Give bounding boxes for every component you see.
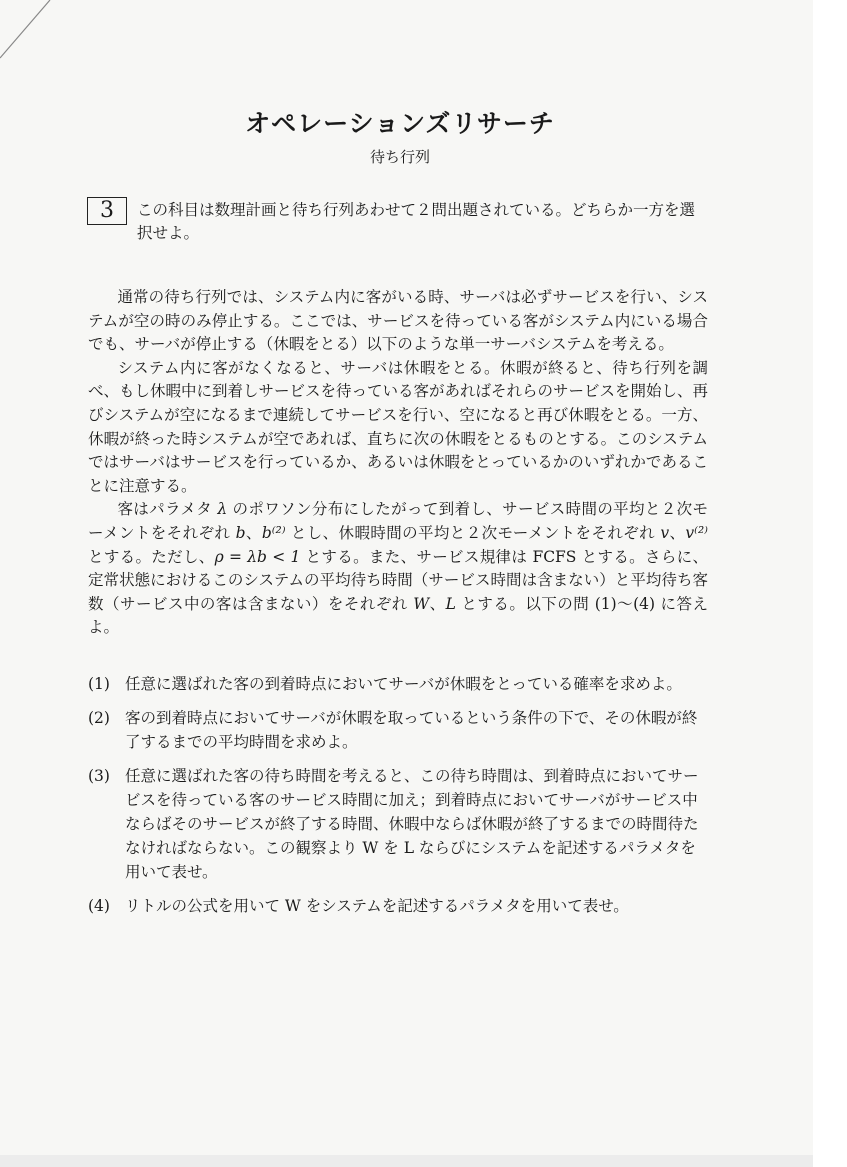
- text-segment: のポワソン分布にしたがって到着し、サービス時間の平均と２次モーメントをそれぞれ: [88, 500, 708, 542]
- question-list: [88, 672, 708, 928]
- question-item: [88, 706, 708, 754]
- page-title: オペレーションズリサーチ: [245, 109, 555, 138]
- selection-instruction: この科目は数理計画と待ち行列あわせて２問出題されている。どちらか一方を選択せよ。: [137, 201, 696, 242]
- vacation-mean-symbol: v: [660, 523, 670, 542]
- question-item: [88, 764, 708, 884]
- utilization-condition: ρ = λb < 1: [214, 547, 301, 566]
- vacation-second-moment-symbol: v⁽²⁾: [685, 523, 708, 542]
- question-label: (2): [88, 709, 110, 727]
- question-label: (4): [88, 897, 110, 915]
- mean-queue-symbol: L: [445, 594, 456, 613]
- scan-margin: [813, 0, 847, 1167]
- service-second-moment-symbol: b⁽²⁾: [261, 523, 286, 542]
- text-segment: とし、休暇時間の平均と２次モーメントをそれぞれ: [285, 523, 661, 542]
- mean-wait-symbol: W: [413, 594, 430, 613]
- text-segment: とする。また、サービス規律は FCFS とする。さらに、定常状態におけるこのシステムの平均待ち時間（サービス時間は含まない）と平均待ち客数（サービス中の客は含まない）をそれぞれ: [88, 547, 708, 613]
- lambda-symbol: λ: [217, 500, 228, 519]
- text-segment: とする。以下の問 (1)〜(4) に答えよ。: [88, 594, 708, 637]
- corner-fold-mark: [0, 0, 60, 60]
- question-item: [88, 672, 708, 696]
- problem-statement: [88, 286, 708, 640]
- paragraph-parameters: [88, 498, 708, 640]
- question-item: [88, 894, 708, 918]
- text-segment: とする。ただし、: [88, 547, 215, 566]
- question-text: リトルの公式を用いて W をシステムを記述するパラメタを用いて表せ。: [125, 897, 629, 915]
- page-subtitle: 待ち行列: [369, 148, 430, 166]
- question-number-box: 3: [87, 197, 127, 225]
- text-segment: 、: [429, 594, 446, 613]
- question-label: (1): [88, 675, 110, 693]
- paragraph-vacation-rule: システム内に客がなくなると、サーバは休暇をとる。休暇が終ると、待ち行列を調べ、もし休暇中に到着しサービスを待っている客があればそれらのサービスを開始し、再びシステムが空になるまで連続してサービスを行い、空になると再び休暇をとる。一方、休暇が終った時システムが空であれば、直ちに次の休暇をとるものとする。このシステムではサーバはサービスを行っているか、あるいは休暇をとっているかのいずれかであることに注意する。: [88, 358, 709, 495]
- paragraph-intro: 通常の待ち行列では、システム内に客がいる時、サーバは必ずサービスを行い、システムが空の時のみ停止する。ここでは、サービスを待っている客がシステム内にいる場合でも、サーバが停止する（休暇をとる）以下のような単一サーバシステムを考える。: [88, 288, 708, 354]
- service-mean-symbol: b: [235, 523, 246, 542]
- question-text: 任意に選ばれた客の待ち時間を考えると、この待ち時間は、到着時点においてサービスを待っている客のサービス時間に加え；到着時点においてサーバがサービス中ならばそのサービスが終了する時間、休暇中ならば休暇が終了するまでの時間待たなければならない。この観察より W を L ならびにシステムを記述するパラメタを用いて表せ。: [125, 767, 699, 881]
- text-segment: 、: [245, 523, 262, 542]
- text-segment: 、: [669, 523, 686, 542]
- question-text: 任意に選ばれた客の到着時点においてサーバが休暇をとっている確率を求めよ。: [125, 675, 682, 693]
- text-segment: 客はパラメタ: [117, 500, 218, 519]
- question-label: (3): [88, 767, 110, 785]
- question-text: 客の到着時点においてサーバが休暇を取っているという条件の下で、その休暇が終了するまでの平均時間を求めよ。: [125, 709, 698, 751]
